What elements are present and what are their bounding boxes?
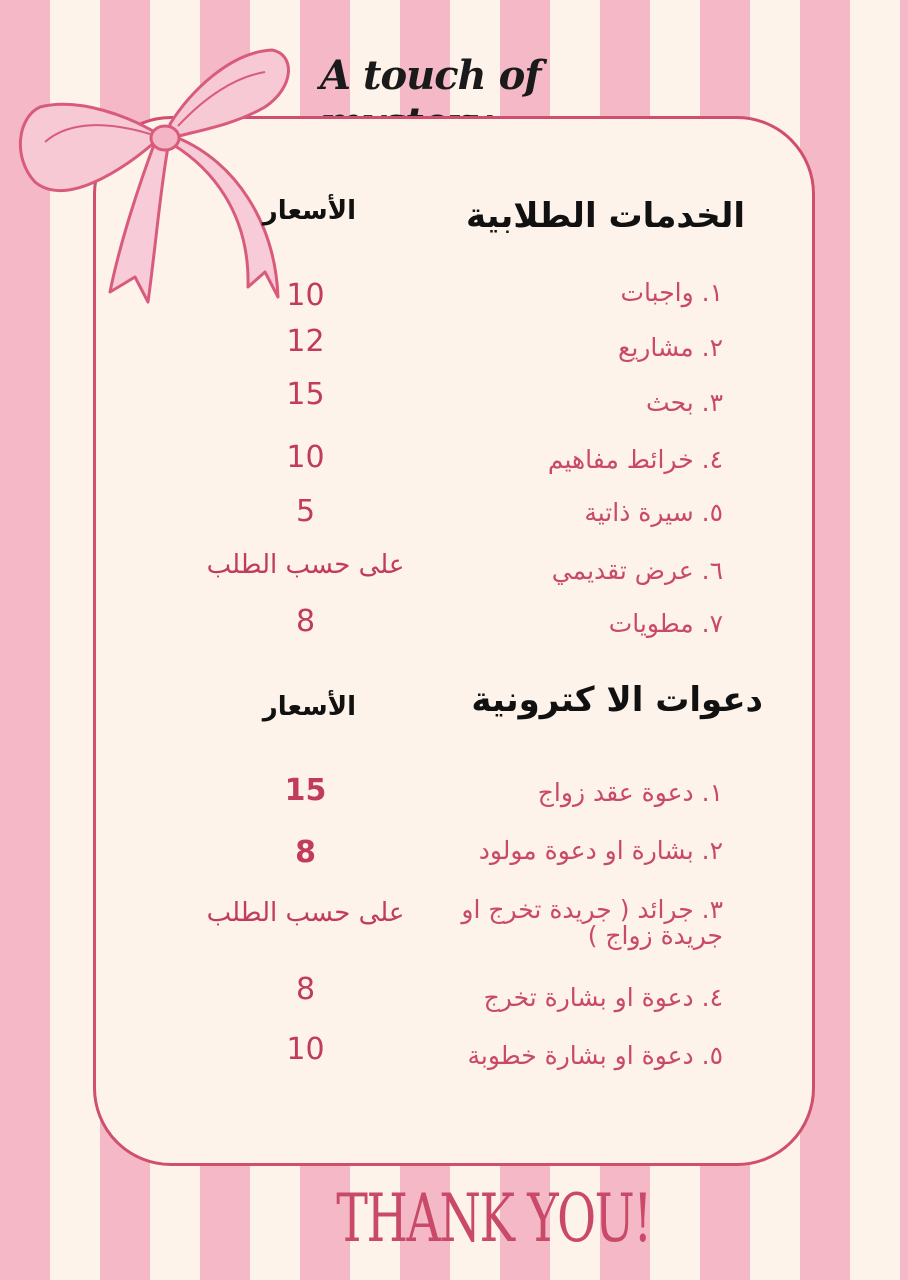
- service-item-price: 5: [295, 494, 316, 529]
- invitation-item-price: 8: [295, 835, 316, 870]
- service-item-price: 15: [286, 377, 325, 412]
- service-item-price: على حسب الطلب: [206, 550, 405, 580]
- e-invitations-heading: دعوات الا كترونية: [471, 680, 763, 720]
- service-item-price: 10: [286, 278, 325, 313]
- service-item-price: 8: [295, 604, 316, 639]
- service-item-label: ٥. سيرة ذاتية: [584, 498, 723, 527]
- invitation-item-price: على حسب الطلب: [206, 898, 405, 928]
- invitation-item-label: ٥. دعوة او بشارة خطوبة: [467, 1041, 723, 1070]
- service-item-label: ١. واجبات: [620, 278, 723, 307]
- thank-you-text: THANK YOU!: [336, 1180, 651, 1257]
- service-item-label: ٧. مطويات: [608, 609, 723, 638]
- brand-title: A touch of: [320, 52, 541, 99]
- invitation-item-price: 8: [295, 972, 316, 1007]
- service-item-label: ٤. خرائط مفاهيم: [547, 445, 723, 474]
- invitation-item-label: ٤. دعوة او بشارة تخرج: [483, 983, 723, 1012]
- student-services-heading: الخدمات الطلابية: [465, 196, 745, 236]
- invitation-item-label: ٢. بشارة او دعوة مولود: [478, 836, 723, 865]
- student-services-price-heading: الأسعار: [262, 196, 356, 226]
- invitation-item-label: ١. دعوة عقد زواج: [537, 778, 723, 807]
- service-item-label: ٢. مشاريع: [618, 333, 723, 362]
- service-item-label: ٦. عرض تقديمي: [551, 556, 723, 585]
- invitation-item-price: 10: [286, 1032, 325, 1067]
- service-item-price: 12: [286, 324, 325, 359]
- invitation-item-label: ٣. جرائد ( جريدة تخرج او جريدة زواج ): [461, 895, 723, 951]
- service-item-price: 10: [286, 440, 325, 475]
- service-item-label: ٣. بحث: [646, 388, 723, 417]
- e-invitations-price-heading: الأسعار: [262, 692, 356, 722]
- invitation-item-price: 15: [284, 773, 327, 808]
